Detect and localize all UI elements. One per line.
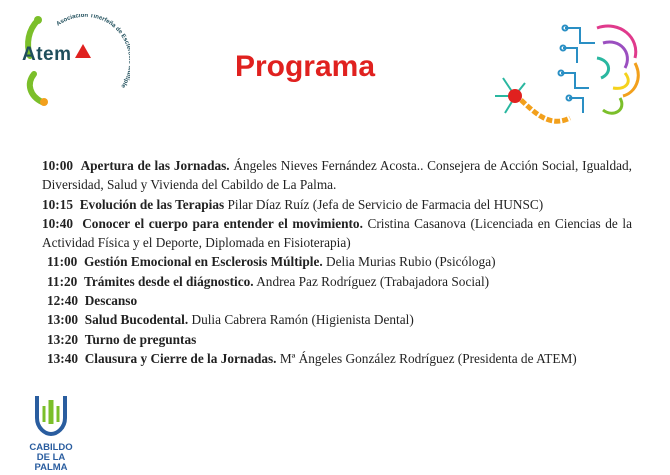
program-time: 10:15 bbox=[42, 196, 74, 212]
program-time: 10:40 bbox=[42, 215, 74, 231]
program-title: Evolución de las Terapias bbox=[79, 196, 225, 212]
brain-neuron-illustration bbox=[485, 18, 645, 133]
program-item bbox=[42, 349, 632, 368]
program-title: Apertura de las Jornadas. bbox=[80, 158, 230, 173]
page-title: Programa bbox=[234, 50, 376, 83]
brain-icon bbox=[485, 18, 645, 133]
program-time: 13:20 bbox=[47, 331, 79, 347]
program-desc: Dulia Cabrera Ramón (Higienista Dental) bbox=[191, 312, 414, 328]
program-title: Conocer el cuerpo para entender el movimiento. bbox=[82, 215, 363, 231]
program-time: 11:20 bbox=[47, 273, 78, 289]
program-desc: Cristina Casanova (Licenciada en Ciencias de la Actividad Física y el Deporte, Diplomada en Fisioterapia) bbox=[42, 215, 633, 251]
program-list bbox=[42, 156, 632, 368]
program-title: Salud Bucodental. bbox=[84, 312, 189, 328]
cabildo-emblem-icon bbox=[31, 392, 71, 438]
program-title: Clausura y Cierre de la Jornadas. bbox=[84, 350, 277, 366]
program-item bbox=[42, 330, 632, 349]
program-time: 11:00 bbox=[47, 254, 78, 270]
program-time: 13:40 bbox=[47, 350, 79, 366]
program-item bbox=[42, 272, 632, 291]
program-item bbox=[42, 214, 632, 253]
program-time: 13:00 bbox=[47, 312, 79, 328]
cabildo-line2: DE LA PALMA bbox=[34, 452, 68, 473]
program-item bbox=[42, 252, 632, 271]
program-time: 10:00 bbox=[42, 158, 74, 173]
atem-logo-text: Atem bbox=[22, 44, 72, 65]
program-title: Turno de preguntas bbox=[84, 331, 197, 347]
program-desc: Delia Murias Rubio (Psicóloga) bbox=[326, 254, 496, 270]
program-desc: Pilar Díaz Ruíz (Jefa de Servicio de Farmacia del HUNSC) bbox=[227, 196, 544, 212]
program-desc: Mª Ángeles González Rodríguez (Presidenta de ATEM) bbox=[279, 350, 577, 366]
program-item bbox=[42, 195, 632, 214]
program-title: Gestión Emocional en Esclerosis Múltiple. bbox=[83, 254, 323, 270]
program-item bbox=[42, 310, 632, 329]
cabildo-line1: CABILDO bbox=[29, 442, 73, 453]
program-item bbox=[42, 291, 632, 310]
cabildo-logo bbox=[22, 392, 80, 472]
svg-text:Asociación Tinerfeña de Escler: Asociación Tinerfeña de Escl tiple bbox=[55, 14, 130, 89]
program-desc: Andrea Paz Rodríguez (Trabajadora Social) bbox=[256, 273, 490, 289]
program-title: Trámites desde el diágnostico. bbox=[83, 273, 254, 289]
program-title: Descanso bbox=[84, 293, 138, 309]
program-time: 12:40 bbox=[47, 293, 79, 309]
program-desc: Ángeles Nieves Fernández Acosta.. Consejera de Acción Social, Igualdad, Diversidad, Salud y Vivienda del Cabildo de La Palma. bbox=[42, 158, 632, 193]
program-item bbox=[42, 156, 632, 195]
